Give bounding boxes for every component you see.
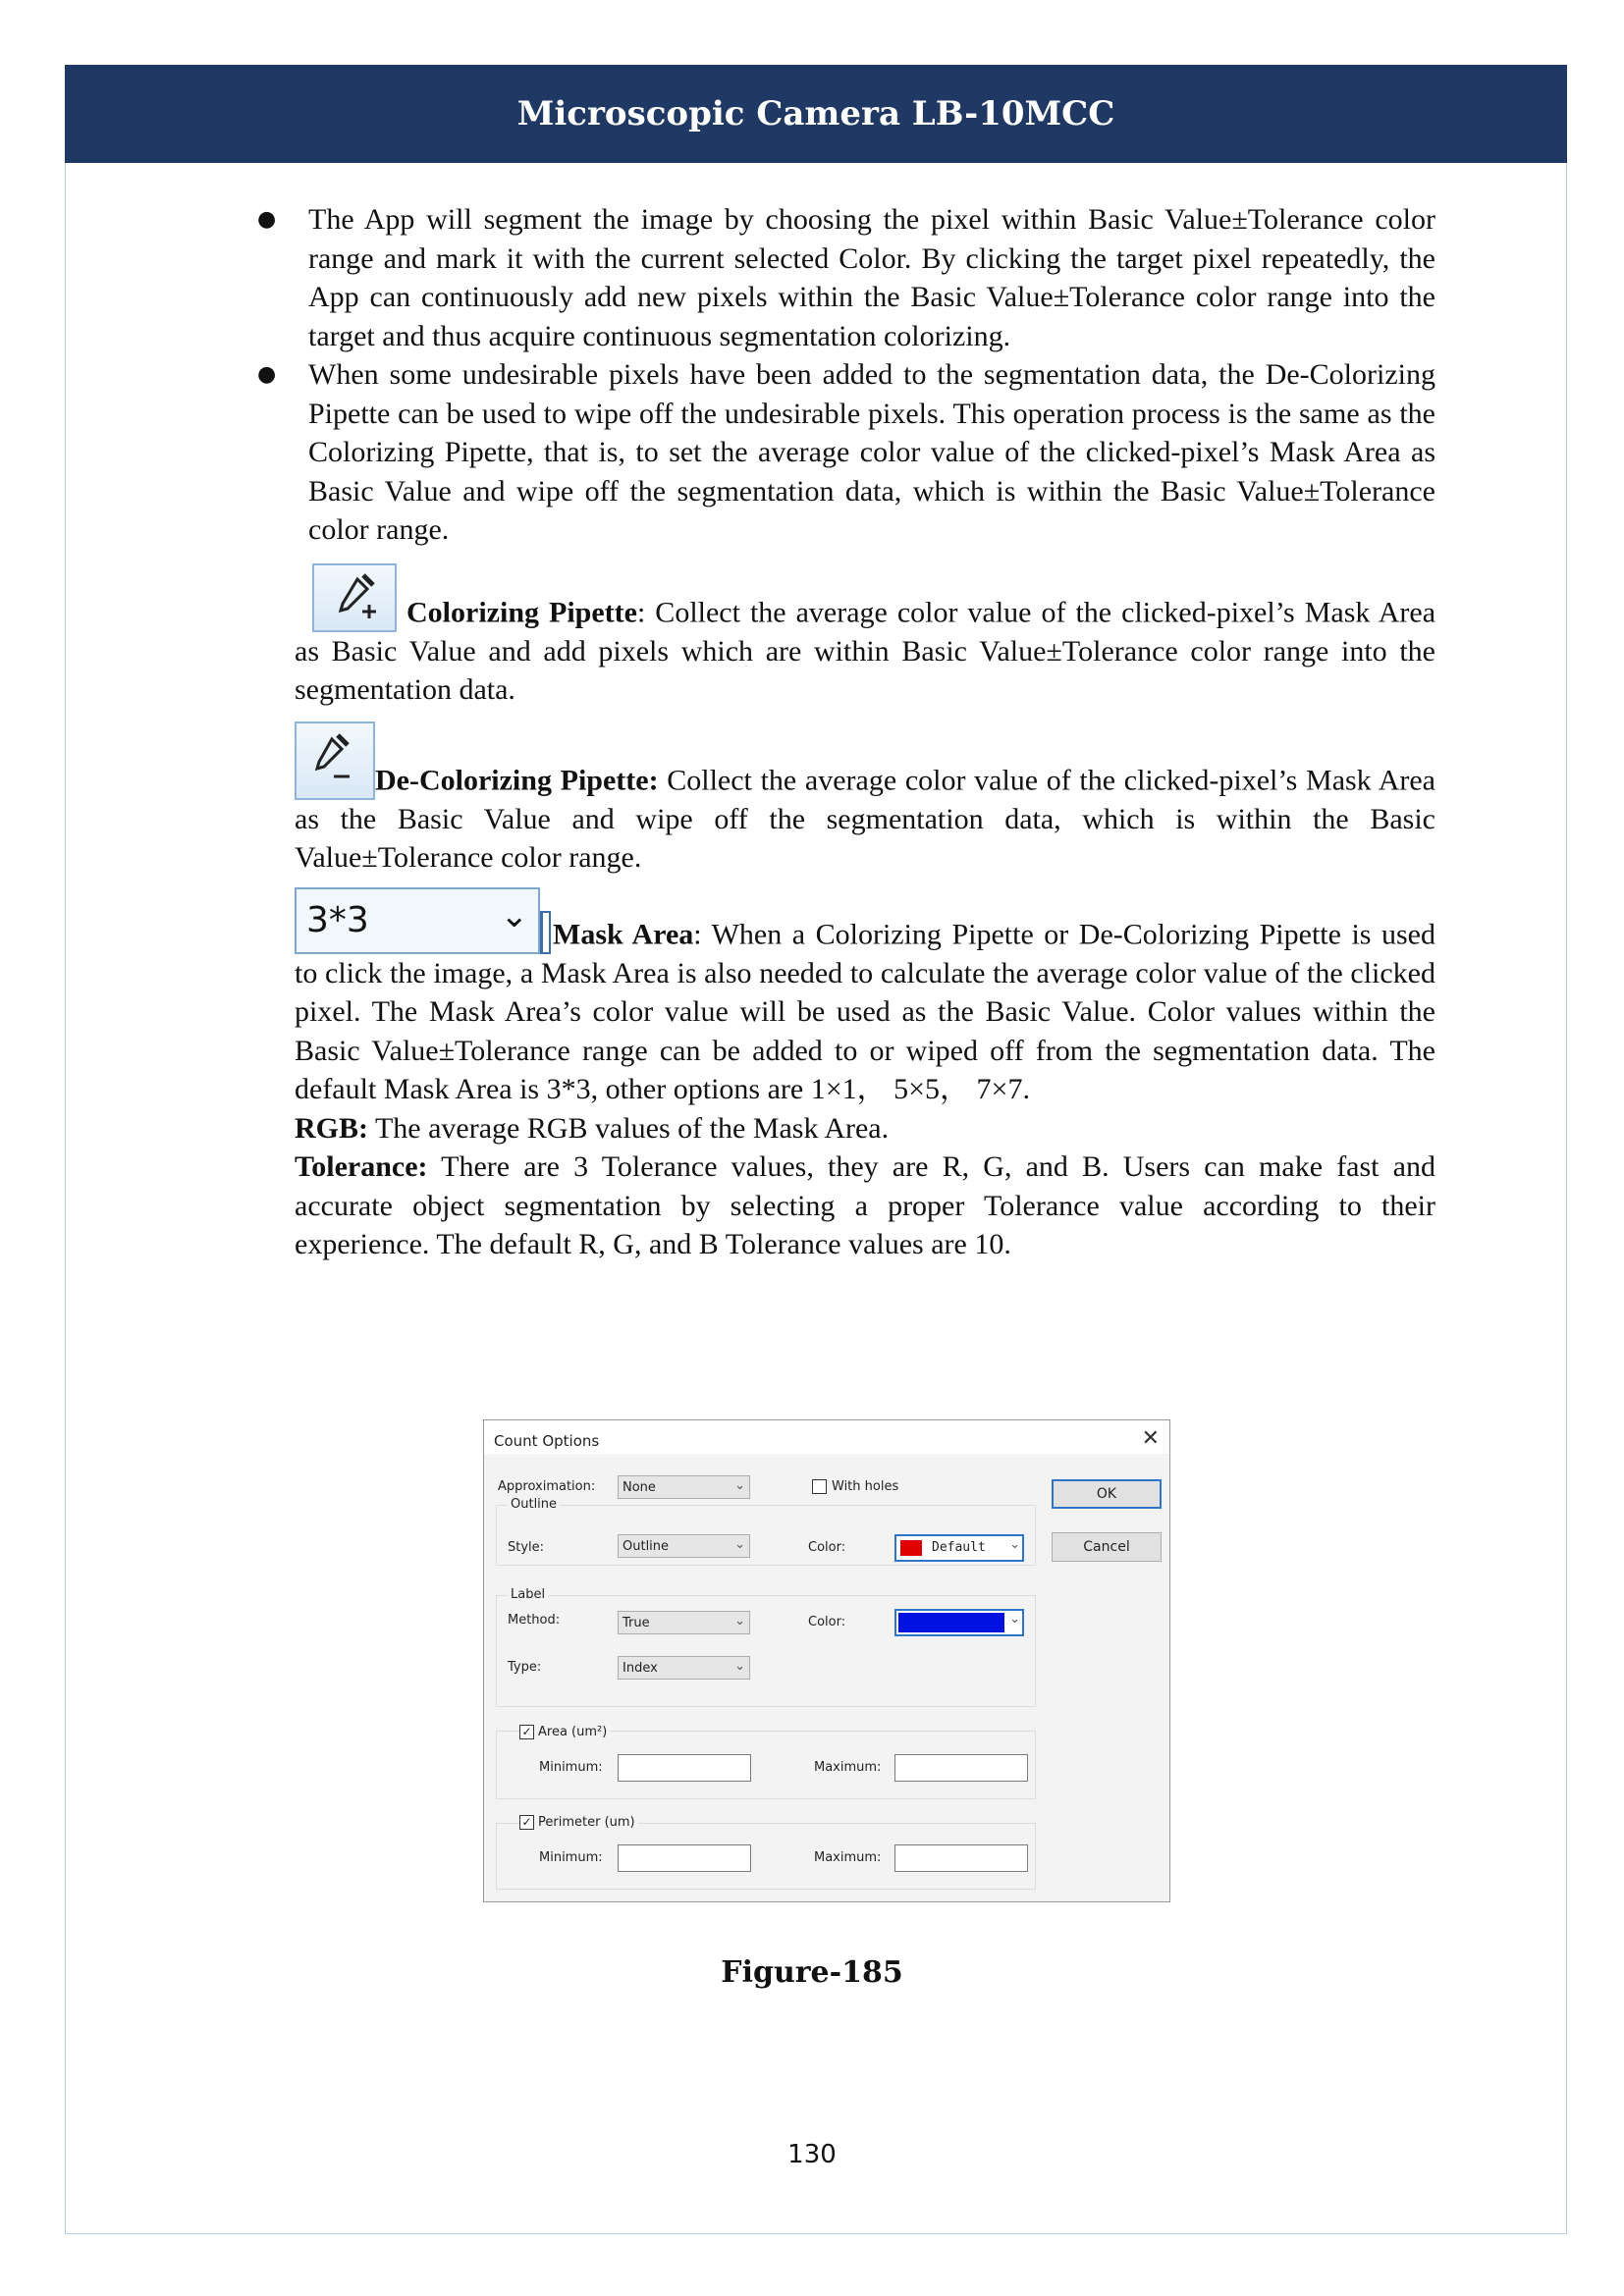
area-checkbox[interactable]: ✓ [519, 1725, 534, 1739]
tolerance-term: Tolerance: [295, 1150, 428, 1183]
chevron-down-icon: ⌄ [734, 1614, 745, 1629]
chevron-down-icon: ⌄ [734, 1659, 745, 1674]
mask-area-text: : When a Colorizing Pipette or De-Colorizing Pipette is used to click the image, a Mask Area is also needed to calculate the average color value of the clicked pixel. The Mask Area’s color value will be used as the Basic Value. Color values within the Basic Value±Tolerance range can be added to or wiped off from the segmentation data. The default Mask Area is 3*3, other options are 1×1， 5×5， 7×7. [295, 918, 1435, 1105]
outline-group-label: Outline [508, 1497, 560, 1512]
method-select[interactable] [618, 1611, 750, 1634]
bullet-icon: ● [257, 362, 277, 387]
colorizing-pipette-icon[interactable] [312, 563, 397, 632]
style-select[interactable] [618, 1534, 750, 1558]
perimeter-max-input[interactable] [894, 1844, 1028, 1872]
area-max-label: Maximum: [814, 1760, 882, 1775]
mask-area-paragraph [295, 887, 1435, 1109]
rgb-text: The average RGB values of the Mask Area. [368, 1111, 890, 1145]
perimeter-label: Perimeter (um) [535, 1815, 638, 1830]
bullet-item [257, 200, 1435, 355]
mask-area-term: Mask Area [553, 918, 694, 950]
label-color-label: Color: [808, 1615, 846, 1629]
chevron-down-icon: ⌄ [500, 895, 528, 935]
colorizing-pipette-paragraph [295, 563, 1435, 710]
colorizing-pipette-text: : Collect the average color value of the clicked-pixel’s Mask Area as Basic Value and add pixels which are within Basic Value±Tolerance color range into the segmentation data. [295, 596, 1436, 706]
chevron-down-icon: ⌄ [734, 1537, 745, 1552]
type-label: Type: [508, 1660, 542, 1675]
perimeter-checkbox[interactable]: ✓ [519, 1815, 534, 1830]
page-number: 130 [787, 2140, 837, 2169]
perimeter-min-input[interactable] [618, 1844, 751, 1872]
approximation-select[interactable] [618, 1475, 750, 1499]
mask-area-combo-value: 3*3 [306, 899, 369, 940]
outline-color-value: Default [932, 1540, 986, 1555]
approximation-value: None [623, 1480, 656, 1495]
bullet-item [257, 355, 1435, 550]
figure-caption: Figure-185 [721, 1955, 903, 1990]
chevron-down-icon: ⌄ [1009, 1537, 1020, 1552]
decolorizing-pipette-term: De-Colorizing Pipette: [375, 764, 659, 796]
bullet-icon: ● [257, 207, 277, 232]
body-content [257, 200, 1436, 1264]
decolorizing-pipette-icon[interactable] [295, 721, 375, 800]
tolerance-text: There are 3 Tolerance values, they are R, G, and B. Users can make fast and accurate object segmentation by selecting a proper Tolerance value according to their experience. The default R, G, and B Tolerance values are 10. [295, 1150, 1435, 1260]
decolorizing-pipette-paragraph [295, 721, 1435, 878]
style-value: Outline [623, 1539, 670, 1554]
area-min-input[interactable] [618, 1754, 751, 1782]
area-max-input[interactable] [894, 1754, 1028, 1782]
method-label: Method: [508, 1613, 561, 1628]
close-icon[interactable]: ✕ [1141, 1426, 1160, 1451]
tolerance-paragraph [295, 1148, 1435, 1264]
area-min-label: Minimum: [539, 1760, 603, 1775]
perimeter-max-label: Maximum: [814, 1850, 882, 1865]
style-label: Style: [508, 1540, 545, 1555]
decolorizing-pipette-text: Collect the average color value of the clicked-pixel’s Mask Area as the Basic Value and wipe off the segmentation data, which is within the Basic Value±Tolerance color range. [295, 764, 1435, 874]
rgb-paragraph [295, 1109, 1435, 1148]
outline-color-select[interactable] [894, 1534, 1024, 1562]
perimeter-min-label: Minimum: [539, 1850, 603, 1865]
cancel-button[interactable]: Cancel [1052, 1532, 1162, 1562]
outline-color-swatch [900, 1540, 922, 1556]
label-color-swatch [898, 1613, 1004, 1632]
page-header: Microscopic Camera LB-10MCC [65, 65, 1567, 163]
ok-button[interactable]: OK [1052, 1479, 1162, 1509]
label-group-label: Label [508, 1587, 548, 1602]
text-cursor-icon [540, 911, 551, 954]
type-value: Index [623, 1661, 658, 1676]
outline-color-label: Color: [808, 1540, 846, 1555]
label-color-select[interactable] [894, 1609, 1024, 1636]
rgb-term: RGB: [295, 1111, 368, 1145]
count-options-dialog [483, 1419, 1170, 1902]
mask-area-combo[interactable] [295, 887, 540, 954]
with-holes-label: With holes [832, 1479, 899, 1494]
bullet-text: The App will segment the image by choosing the pixel within Basic Value±Tolerance color range and mark it with the current selected Color. By clicking the target pixel repeatedly, the App can continuously add new pixels within the Basic Value±Tolerance color range into the target and thus acquire continuous segmentation colorizing. [308, 203, 1435, 352]
dialog-titlebar [484, 1420, 1169, 1454]
colorizing-pipette-term: Colorizing Pipette [406, 596, 637, 628]
with-holes-checkbox[interactable] [812, 1479, 827, 1494]
area-label: Area (um²) [535, 1725, 610, 1739]
chevron-down-icon: ⌄ [1009, 1612, 1020, 1627]
chevron-down-icon: ⌄ [734, 1478, 745, 1493]
dialog-title: Count Options [494, 1432, 600, 1450]
bullet-text: When some undesirable pixels have been added to the segmentation data, the De-Colorizing Pipette can be used to wipe off the undesirable pixels. This operation process is the same as the Colorizing Pipette, that is, to set the average color value of the clicked-pixel’s Mask Area as Basic Value and wipe off the segmentation data, which is within the Basic Value±Tolerance color range. [308, 358, 1435, 546]
method-value: True [623, 1616, 650, 1630]
type-select[interactable] [618, 1656, 750, 1680]
approximation-label: Approximation: [498, 1479, 596, 1494]
